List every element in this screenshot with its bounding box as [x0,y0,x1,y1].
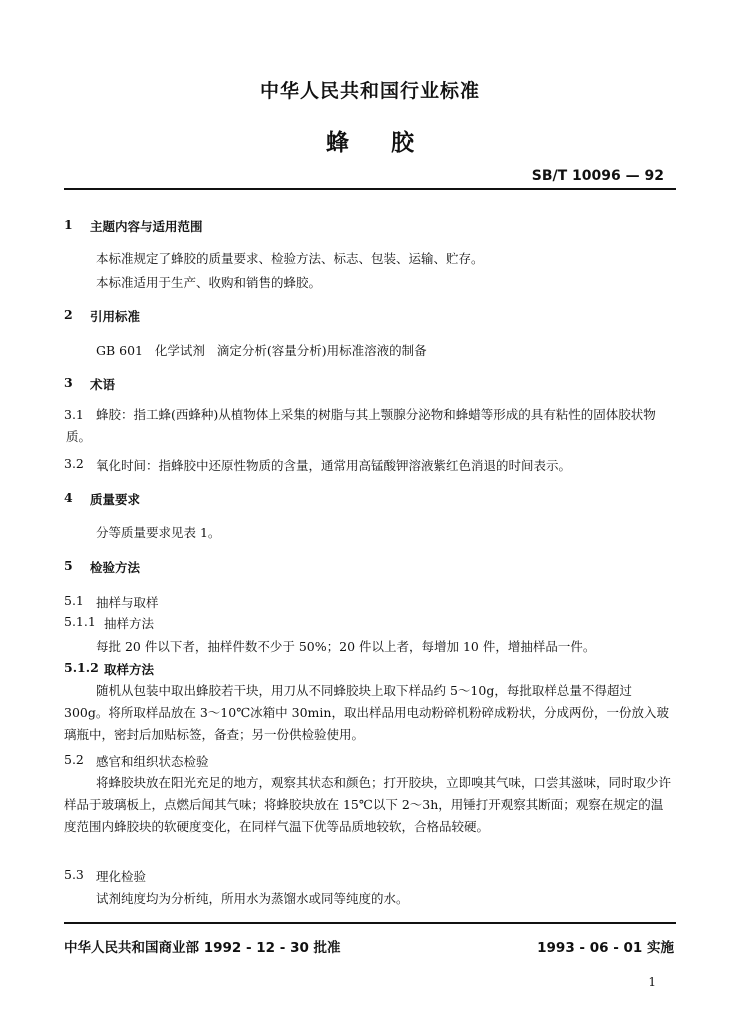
section-2-title: 引用标准 [90,309,141,324]
section-1-title: 主题内容与适用范围 [90,219,203,234]
section-5-title: 检验方法 [90,560,141,575]
section-5-number: 5 [64,558,73,573]
header-divider [64,188,676,190]
term-3-1-number: 3.1 [64,407,84,422]
subsection-5-1-2-title: 取样方法 [104,662,155,677]
subsection-5-1-title: 抽样与取样 [96,595,159,610]
subsection-5-1-1-text: 每批 20 件以下者，抽样件数不少于 50%；20 件以上者，每增加 10 件，增抽样品一件。 [96,639,596,654]
term-3-1-text: 蜂胶：指工蜂(西蜂种)从植物体上采集的树脂与其上颚腺分泌物和蜂蜡等形成的具有粘性的固体胶状物质。 [66,407,656,444]
term-3-2-number: 3.2 [64,456,84,471]
subsection-5-1-1-title: 抽样方法 [104,616,155,631]
document-title: 蜂胶 [326,130,456,156]
section-3-title: 术语 [90,377,116,392]
subsection-5-3-title: 理化检验 [96,869,147,884]
subsection-5-1-1-number: 5.1.1 [64,614,96,629]
section-1-para-2: 本标准适用于生产、收购和销售的蜂胶。 [96,275,322,290]
term-3-2-text: 氧化时间：指蜂胶中还原性物质的含量，通常用高锰酸钾溶液紫红色消退的时间表示。 [96,458,572,473]
subsection-5-2-title: 感官和组织状态检验 [96,754,209,769]
standard-code: SB/T 10096 — 92 [531,168,664,184]
subsection-5-1-number: 5.1 [64,593,84,608]
subsection-5-1-2-number: 5.1.2 [64,660,99,675]
reference-gb601: GB 601 化学试剂 滴定分析(容量分析)用标准溶液的制备 [96,343,427,358]
standard-category-header: 中华人民共和国行业标准 [259,80,480,102]
section-3-number: 3 [64,375,73,390]
section-2-number: 2 [64,307,73,322]
section-1-para-1: 本标准规定了蜂胶的质量要求、检验方法、标志、包装、运输、贮存。 [96,251,484,266]
approval-date: 中华人民共和国商业部 1992 - 12 - 30 批准 [64,940,341,956]
section-4-title: 质量要求 [90,492,141,507]
effective-date: 1993 - 06 - 01 实施 [537,940,674,956]
section-1-number: 1 [64,217,73,232]
subsection-5-3-text: 试剂纯度均为分析纯，所用水为蒸馏水或同等纯度的水。 [96,891,409,906]
footer-divider [64,922,676,924]
subsection-5-2-number: 5.2 [64,752,84,767]
subsection-5-1-2-text: 随机从包装中取出蜂胶若干块，用刀从不同蜂胶块上取下样品约 5～10g，每批取样总量不得超过 300g。将所取样品放在 3～10℃冰箱中 30min，取出样品用电动粉碎机粉碎成粉状，分成两份，一份放入玻璃瓶中，密封后加贴标签，备查；另一份供检验使用。 [64,683,669,742]
page-number: 1 [648,975,656,989]
subsection-5-2-text: 将蜂胶块放在阳光充足的地方，观察其状态和颜色；打开胶块，立即嗅其气味，口尝其滋味，同时取少许样品于玻璃板上，点燃后闻其气味；将蜂胶块放在 15℃以下 2～3h，用锤打开观察其断面；观察在规定的温度范围内蜂胶块的软硬度变化，在同样气温下优等品质地较软，合格品较硬。 [64,775,672,834]
section-4-para: 分等质量要求见表 1。 [96,525,221,540]
subsection-5-3-number: 5.3 [64,867,84,882]
section-4-number: 4 [64,490,73,505]
